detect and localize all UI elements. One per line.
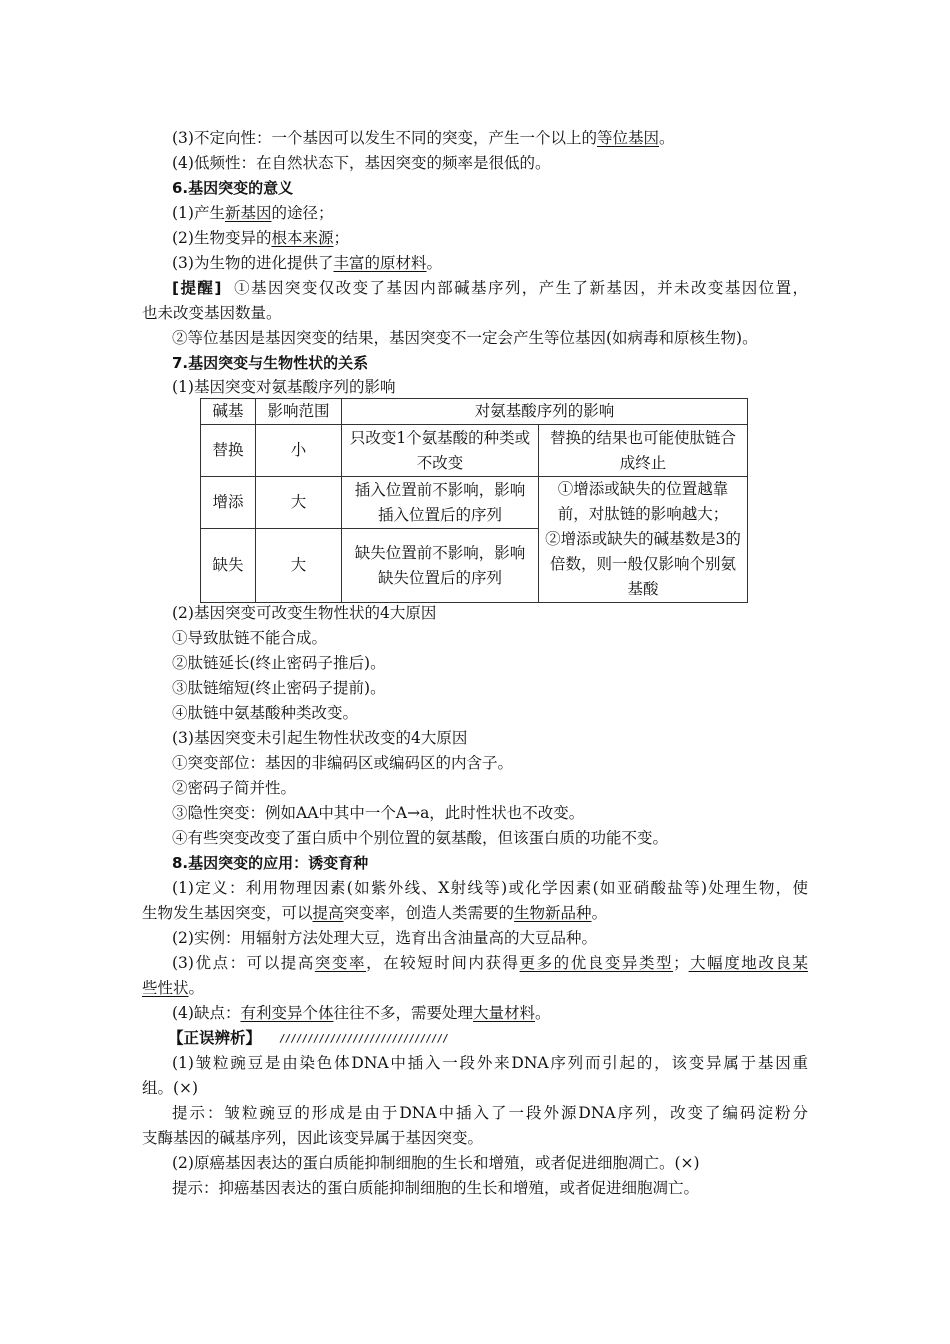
table-cell-effect: 插入位置前不影响，影响插入位置后的序列 bbox=[342, 477, 539, 529]
mutation-effect-table bbox=[200, 398, 748, 603]
judgement-divider: ////////////////////////////// bbox=[279, 1032, 448, 1045]
judgement-2-tip: 提示：抑癌基因表达的蛋白质能抑制细胞的生长和增殖，或者促进细胞凋亡。 bbox=[172, 1179, 700, 1197]
table-row bbox=[201, 425, 748, 477]
table-cell-base: 替换 bbox=[201, 425, 256, 477]
judgement-1-tip-line-2: 支酶基因的碱基序列，因此该变异属于基因突变。 bbox=[142, 1129, 484, 1147]
table-row bbox=[201, 477, 748, 529]
reminder-line-2: 也未改变基因数量。 bbox=[142, 304, 282, 322]
significance-3: (3)为生物的进化提供了丰富的原材料。 bbox=[172, 254, 442, 272]
property-line-3: (3)不定向性：一个基因可以发生不同的突变，产生一个以上的等位基因。 bbox=[172, 129, 675, 147]
application-2: (2)实例：用辐射方法处理大豆，选育出含油量高的大豆品种。 bbox=[172, 929, 597, 947]
judgement-header bbox=[168, 1028, 448, 1049]
application-4: (4)缺点：有利变异个体往往不多，需要处理大量材料。 bbox=[172, 1004, 551, 1022]
judgement-title: 【正误辨析】 bbox=[168, 1029, 262, 1047]
table-header-cell: 对氨基酸序列的影响 bbox=[342, 399, 748, 425]
table-cell-shared-effect bbox=[539, 477, 748, 603]
table-cell-range: 大 bbox=[256, 529, 342, 603]
table-cell-effect: 只改变1个氨基酸的种类或不改变 bbox=[342, 425, 539, 477]
subsection-7-2: (2)基因突变可改变生物性状的4大原因 bbox=[172, 604, 437, 622]
application-3-line-2: 些性状。 bbox=[142, 979, 205, 997]
reason-a-1: ①导致肽链不能合成。 bbox=[172, 629, 328, 647]
reason-a-3: ③肽链缩短(终止密码子提前)。 bbox=[172, 679, 386, 697]
reminder-line-3: ②等位基因是基因突变的结果，基因突变不一定会产生等位基因(如病毒和原核生物)。 bbox=[172, 329, 758, 347]
subsection-7-1: (1)基因突变对氨基酸序列的影响 bbox=[172, 378, 396, 396]
judgement-2: (2)原癌基因表达的蛋白质能抑制细胞的生长和增殖，或者促进细胞凋亡。(×) bbox=[172, 1154, 700, 1172]
table-cell-base: 增添 bbox=[201, 477, 256, 529]
application-1-line-2: 生物发生基因突变，可以提高突变率，创造人类需要的生物新品种。 bbox=[142, 904, 608, 922]
section-7-heading: 7.基因突变与生物性状的关系 bbox=[172, 354, 369, 372]
reason-b-4: ④有些突变改变了蛋白质中个别位置的氨基酸，但该蛋白质的功能不变。 bbox=[172, 829, 669, 847]
table-header-row bbox=[201, 399, 748, 425]
reason-b-2: ②密码子简并性。 bbox=[172, 779, 297, 797]
significance-1: (1)产生新基因的途径； bbox=[172, 204, 334, 222]
section-8-heading: 8.基因突变的应用：诱变育种 bbox=[172, 854, 369, 872]
table-cell-range: 小 bbox=[256, 425, 342, 477]
shared-effect-line-2: ②增添或缺失的碱基数是3的倍数，则一般仅影响个别氨基酸 bbox=[545, 530, 741, 598]
judgement-1-line-1: (1)皱粒豌豆是由染色体DNA中插入一段外来DNA序列而引起的，该变异属于基因重 bbox=[172, 1054, 808, 1072]
table-cell-range: 大 bbox=[256, 477, 342, 529]
application-3-line-1: (3)优点：可以提高突变率，在较短时间内获得更多的优良变异类型；大幅度地改良某 bbox=[172, 954, 808, 972]
subsection-7-3: (3)基因突变未引起生物性状改变的4大原因 bbox=[172, 729, 468, 747]
reason-b-1: ①突变部位：基因的非编码区或编码区的内含子。 bbox=[172, 754, 514, 772]
table-cell-effect: 替换的结果也可能使肽链合成终止 bbox=[539, 425, 748, 477]
reason-a-2: ②肽链延长(终止密码子推后)。 bbox=[172, 654, 386, 672]
application-1-line-1: (1)定义：利用物理因素(如紫外线、X射线等)或化学因素(如亚硝酸盐等)处理生物，使 bbox=[172, 879, 808, 897]
judgement-1-tip-line-1: 提示：皱粒豌豆的形成是由于DNA中插入了一段外源DNA序列，改变了编码淀粉分 bbox=[172, 1104, 808, 1122]
reminder-line-1: [提醒] ①基因突变仅改变了基因内部碱基序列，产生了新基因，并未改变基因位置， bbox=[172, 279, 808, 297]
table-header-cell: 影响范围 bbox=[256, 399, 342, 425]
table-cell-base: 缺失 bbox=[201, 529, 256, 603]
reason-a-4: ④肽链中氨基酸种类改变。 bbox=[172, 704, 359, 722]
property-line-4: (4)低频性：在自然状态下，基因突变的频率是很低的。 bbox=[172, 154, 551, 172]
section-6-heading: 6.基因突变的意义 bbox=[172, 179, 294, 197]
table-header-cell: 碱基 bbox=[201, 399, 256, 425]
table-cell-effect: 缺失位置前不影响，影响缺失位置后的序列 bbox=[342, 529, 539, 603]
reason-b-3: ③隐性突变：例如AA中其中一个A→a，此时性状也不改变。 bbox=[172, 804, 585, 822]
shared-effect-line-1: ①增添或缺失的位置越靠前，对肽链的影响越大； bbox=[557, 480, 729, 523]
significance-2: (2)生物变异的根本来源； bbox=[172, 229, 349, 247]
judgement-1-line-2: 组。(×) bbox=[142, 1079, 199, 1097]
